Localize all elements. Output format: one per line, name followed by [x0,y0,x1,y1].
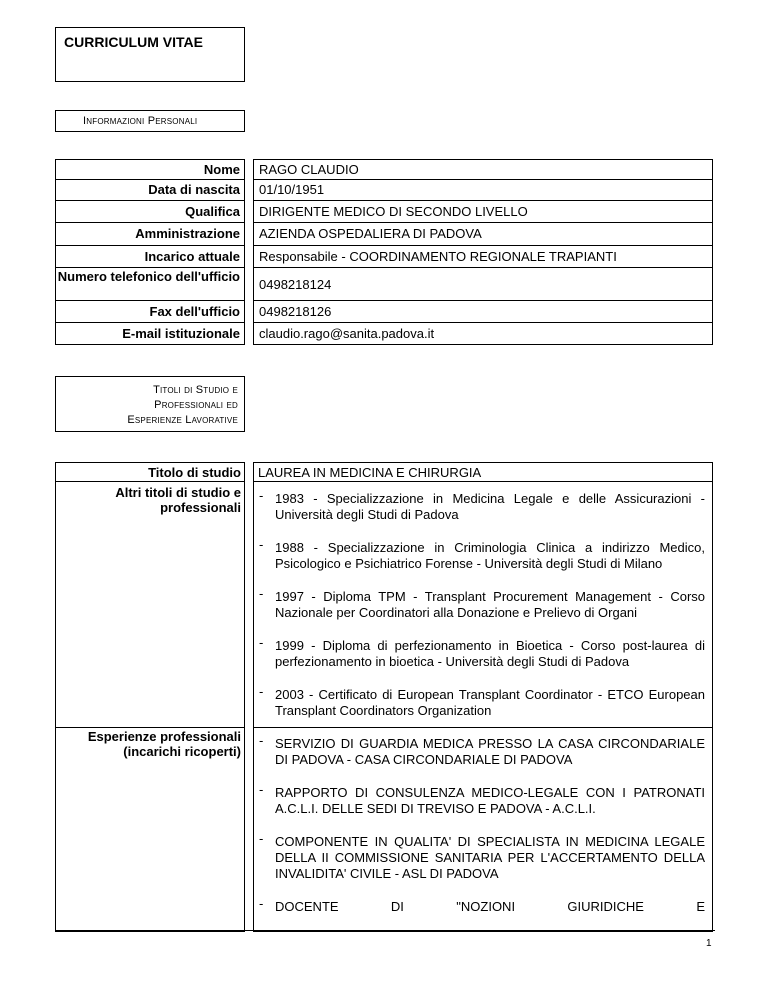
label-numero-telefonico: Numero telefonico dell'ufficio [55,267,245,301]
divider-esperienze [55,727,245,728]
section-studies-line-1: Titoli di Studio e [153,384,238,396]
list-item: - DOCENTE DI "NOZIONI GIURIDICHE E [259,896,705,914]
page-number: 1 [706,938,712,949]
footer-divider [55,930,715,931]
label-email: E-mail istituzionale [55,322,245,345]
value-data-nascita: 01/10/1951 [253,179,713,201]
label-qualifica: Qualifica [55,200,245,223]
label-titolo-studio: Titolo di studio [148,465,241,480]
divider-esperienze-value [253,727,713,728]
value-amministrazione: AZIENDA OSPEDALIERA DI PADOVA [253,222,713,246]
divider-titolo [55,481,245,482]
list-item: - COMPONENTE IN QUALITA' DI SPECIALISTA IN MEDICINA LEGALE DELLA II COMMISSIONE SANITARIA PER L'ACCERTAMENTO DELLA INVALIDITA' CIVILE - ASL DI PADOVA [259,831,705,881]
list-item: - 1983 - Specializzazione in Medicina Legale e delle Assicurazioni - Università degli Studi di Padova [259,488,705,522]
list-item: - 1997 - Diploma TPM - Transplant Procurement Management - Corso Nazionale per Coordinatori alla Donazione e Prelievo di Organi [259,586,705,620]
divider-titolo-value [253,481,713,482]
section-header-personal [55,110,245,132]
document-title-box [55,27,245,82]
value-numero-telefonico: 0498218124 [253,267,713,301]
list-item: - 2003 - Certificato di European Transplant Coordinator - ETCO European Transplant Coordinators Organization [259,684,705,718]
label-data-nascita: Data di nascita [55,179,245,201]
label-nome: Nome [55,159,245,180]
label-altri-titoli: Altri titoli di studio e professionali [115,485,241,515]
value-titolo-studio: LAUREA IN MEDICINA E CHIRURGIA [258,465,482,480]
list-esperienze [253,733,713,915]
label-amministrazione: Amministrazione [55,222,245,246]
list-item: - RAPPORTO DI CONSULENZA MEDICO-LEGALE CON I PATRONATI A.C.L.I. DELLE SEDI DI TREVISO E PADOVA - A.C.L.I. [259,782,705,816]
label-fax: Fax dell'ufficio [55,300,245,323]
value-email: claudio.rago@sanita.padova.it [253,322,713,345]
document-title: CURRICULUM VITAE [64,34,203,50]
label-esperienze: Esperienze professionali (incarichi ricoperti) [87,729,241,759]
list-altri-titoli [253,488,713,719]
section-header-studies [55,376,245,432]
value-nome: RAGO CLAUDIO [253,159,713,180]
education-label-column [55,462,245,932]
value-qualifica: DIRIGENTE MEDICO DI SECONDO LIVELLO [253,200,713,223]
list-item: - 1988 - Specializzazione in Criminologia Clinica a indirizzo Medico, Psicologico e Psichiatrico Forense - Università degli Studi di Milano [259,537,705,571]
value-fax: 0498218126 [253,300,713,323]
section-personal-label: Informazioni Personali [83,115,198,127]
section-studies-line-2: Professionali ed [154,399,238,411]
list-item: - SERVIZIO DI GUARDIA MEDICA PRESSO LA CASA CIRCONDARIALE DI PADOVA - CASA CIRCONDARIALE DI PADOVA [259,733,705,767]
value-incarico-attuale: Responsabile - COORDINAMENTO REGIONALE TRAPIANTI [253,245,713,268]
section-studies-line-3: Esperienze Lavorative [127,414,238,426]
list-item: - 1999 - Diploma di perfezionamento in Bioetica - Corso post-laurea di perfezionamento in bioetica - Università degli Studi di Padova [259,635,705,669]
label-incarico-attuale: Incarico attuale [55,245,245,268]
